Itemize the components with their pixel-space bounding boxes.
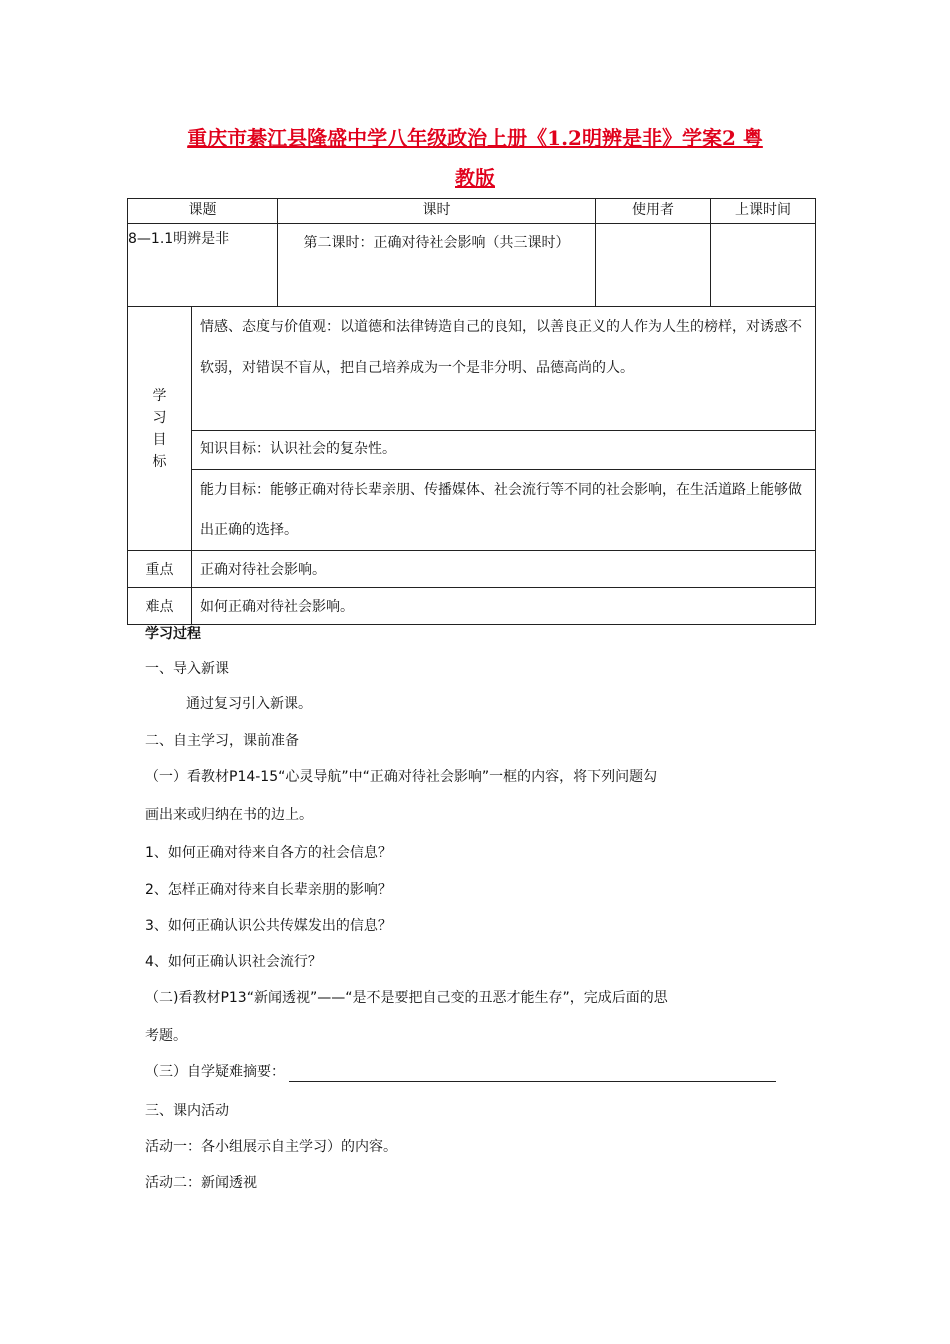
item-3-text: （三）自学疑难摘要： <box>145 1064 285 1080</box>
table-row <box>128 307 816 431</box>
item-1-continued: 画出来或归纳在书的边上。 <box>145 807 313 823</box>
header-user: 使用者 <box>596 199 711 224</box>
difficulty-label: 难点 <box>128 588 192 625</box>
activity-2: 活动二：新闻透视 <box>145 1175 257 1191</box>
goal-emotion-text: 情感、态度与价值观：以道德和法律铸造自己的良知，以善良正义的人作为人生的榜样，对诱惑不软弱，对错误不盲从，把自己培养成为一个是非分明、品德高尚的人。 <box>200 319 802 376</box>
goal-knowledge-text: 知识目标：认识社会的复杂性。 <box>200 441 396 457</box>
key-text: 正确对待社会影响。 <box>192 551 816 588</box>
key-label: 重点 <box>128 551 192 588</box>
goal-ability-cell <box>192 470 816 551</box>
question-4: 4、如何正确认识社会流行？ <box>145 954 322 970</box>
table-row <box>128 431 816 470</box>
table-row <box>128 551 816 588</box>
table-row <box>128 224 816 307</box>
activity-1: 活动一：各小组展示自主学习）的内容。 <box>145 1139 397 1155</box>
section-1-heading: 一、导入新课 <box>145 661 229 677</box>
header-class-time: 上课时间 <box>711 199 816 224</box>
goal-knowledge-cell <box>192 431 816 470</box>
goal-ability-text: 能力目标：能够正确对待长辈亲朋、传播媒体、社会流行等不同的社会影响，在生活道路上能够做出正确的选择。 <box>200 482 802 538</box>
header-period: 课时 <box>278 199 596 224</box>
item-2-continued: 考题。 <box>145 1028 187 1044</box>
section-1-text: 通过复习引入新课。 <box>186 696 312 712</box>
title-line-2: 教版 <box>455 166 495 190</box>
question-1: 1、如何正确对待来自各方的社会信息？ <box>145 845 392 861</box>
goal-label-cell <box>128 307 192 551</box>
section-2-heading: 二、自主学习，课前准备 <box>145 733 299 749</box>
table-header-row <box>128 199 816 224</box>
answer-blank-line[interactable] <box>289 1069 776 1082</box>
user-cell <box>596 224 711 307</box>
question-2: 2、怎样正确对待来自长辈亲朋的影响？ <box>145 882 392 898</box>
item-3-row <box>145 1062 776 1082</box>
goal-emotion-cell <box>192 307 816 431</box>
item-1-text: （一）看教材P14-15“心灵导航”中“正确对待社会影响”一框的内容，将下列问题勾 <box>145 769 658 785</box>
goal-label: 学习目标 <box>152 387 167 470</box>
topic-cell: 8—1.1明辨是非 <box>128 224 278 307</box>
table-row <box>128 470 816 551</box>
document-title <box>120 118 830 198</box>
item-2-text: （二)看教材P13“新闻透视”——“是不是要把自己变的丑恶才能生存”，完成后面的思 <box>145 990 668 1006</box>
lesson-plan-table <box>127 198 816 625</box>
header-topic: 课题 <box>128 199 278 224</box>
period-cell: 第二课时：正确对待社会影响（共三课时） <box>278 224 596 307</box>
difficulty-text: 如何正确对待社会影响。 <box>192 588 816 625</box>
table-row <box>128 588 816 625</box>
question-3: 3、如何正确认识公共传媒发出的信息？ <box>145 918 392 934</box>
process-heading: 学习过程 <box>145 626 201 642</box>
section-3-heading: 三、课内活动 <box>145 1103 229 1119</box>
class-time-cell <box>711 224 816 307</box>
title-line-1: 重庆市綦江县隆盛中学八年级政治上册《1.2明辨是非》学案2 粤 <box>187 126 763 150</box>
